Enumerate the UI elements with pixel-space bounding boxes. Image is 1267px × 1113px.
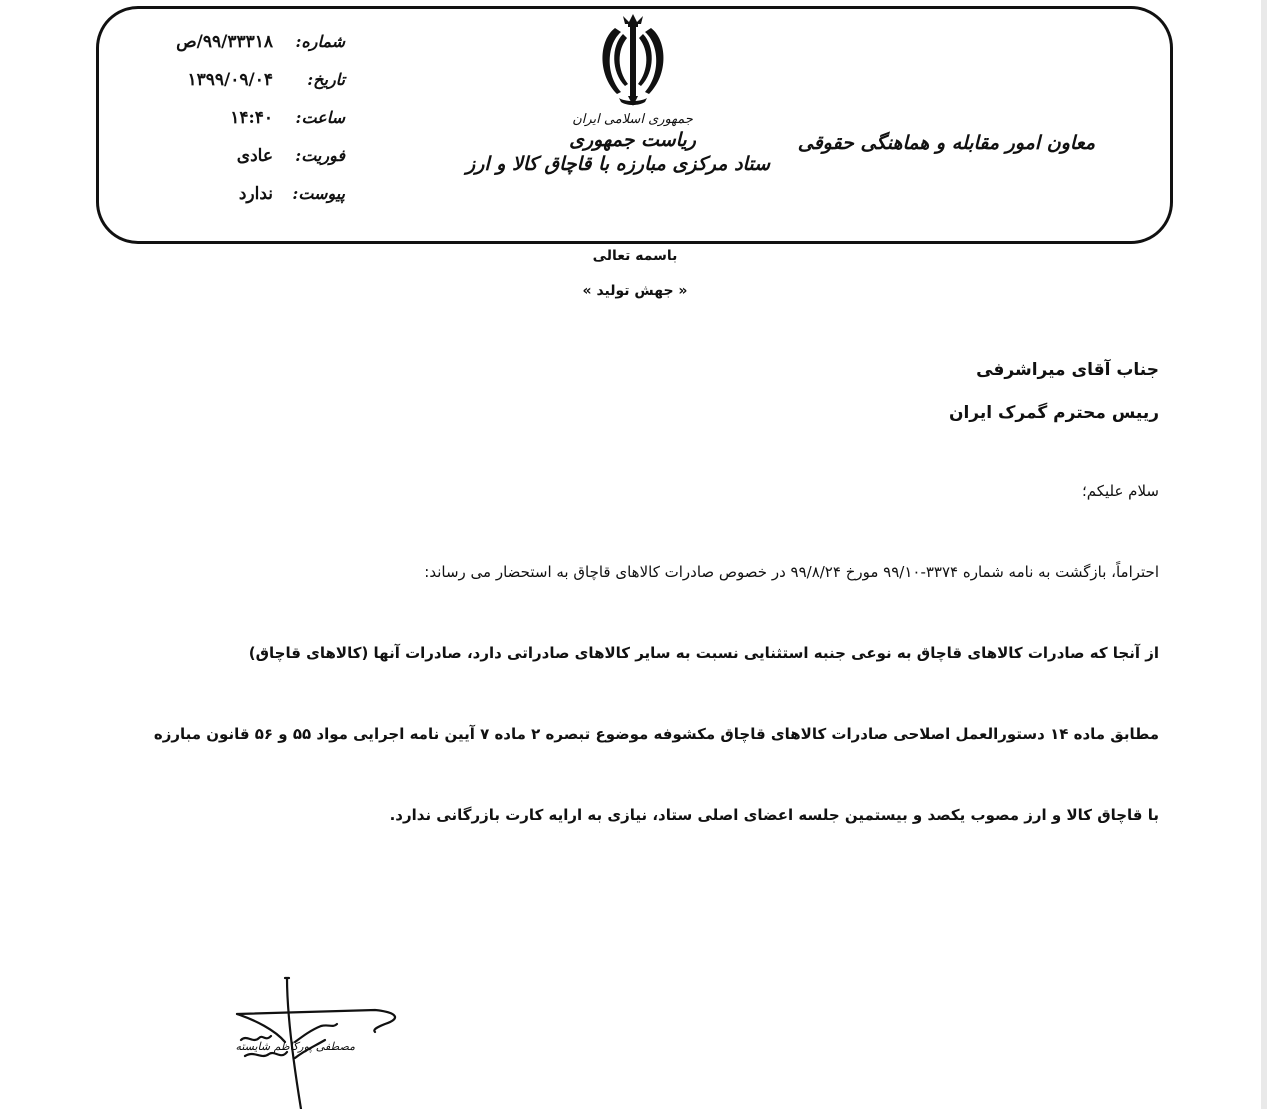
meta-value: ۹۹/۳۳۳۱۸/ص: [176, 32, 273, 52]
recipient-name: جناب آقای میراشرفی: [976, 360, 1159, 380]
meta-label: شماره:: [295, 32, 345, 51]
meta-attachment: [130, 184, 345, 222]
letterhead-center: [466, 12, 770, 175]
meta-label: ساعت:: [295, 108, 345, 127]
department-title: معاون امور مقابله و هماهنگی حقوقی: [797, 132, 1095, 154]
org-name-presidency: ریاست جمهوری: [569, 129, 696, 151]
meta-label: تاریخ:: [307, 70, 345, 89]
meta-value: ندارد: [238, 184, 273, 204]
meta-time: [130, 108, 345, 146]
bismillah: باسمه تعالی: [592, 248, 678, 264]
org-name-country: جمهوری اسلامی ایران: [572, 112, 693, 127]
meta-number: [130, 32, 345, 70]
meta-value: ۱۳۹۹/۰۹/۰۴: [187, 70, 273, 90]
iran-emblem-icon: [595, 12, 671, 110]
meta-date: [130, 70, 345, 108]
body-line-2: از آنجا که صادرات کالاهای قاچاق به نوعی جنبه استثنایی نسبت به سایر کالاهای صادراتی دارد، صادرات آنها (کالاهای قاچاق): [248, 644, 1159, 662]
body-line-1: احتراماً، بازگشت به نامه شماره ۳۳۷۴-۹۹/۱۰ مورخ ۹۹/۸/۲۴ در خصوص صادرات کالاهای قاچاق به استحضار می رساند:: [424, 563, 1159, 581]
meta-label: پیوست:: [292, 184, 345, 203]
recipient-title: رییس محترم گمرک ایران: [948, 403, 1159, 423]
org-name-headquarters: ستاد مرکزی مبارزه با قاچاق کالا و ارز: [466, 153, 770, 175]
meta-value: ۱۴:۴۰: [230, 108, 273, 128]
meta-label: فوریت:: [295, 146, 345, 165]
meta-value: عادی: [236, 146, 273, 166]
signature: [225, 970, 415, 1113]
page-edge: [1261, 0, 1267, 1109]
letter-metadata: [130, 32, 345, 222]
svg-text:مصطفی پورکاظم شایسته: مصطفی پورکاظم شایسته: [235, 1040, 355, 1053]
body-line-3: مطابق ماده ۱۴ دستورالعمل اصلاحی صادرات کالاهای قاچاق مکشوفه موضوع تبصره ۲ ماده ۷ آیین نامه اجرایی مواد ۵۵ و ۵۶ قانون مبارزه: [153, 725, 1159, 743]
greeting: سلام علیکم؛: [1081, 482, 1159, 500]
body-line-4: با قاچاق کالا و ارز مصوب یکصد و بیستمین جلسه اعضای اصلی ستاد، نیازی به ارایه کارت بازرگانی ندارد.: [389, 806, 1159, 824]
handwritten-signature-icon: [225, 970, 415, 1109]
year-motto: « جهش تولید »: [582, 283, 688, 299]
meta-urgency: [130, 146, 345, 184]
